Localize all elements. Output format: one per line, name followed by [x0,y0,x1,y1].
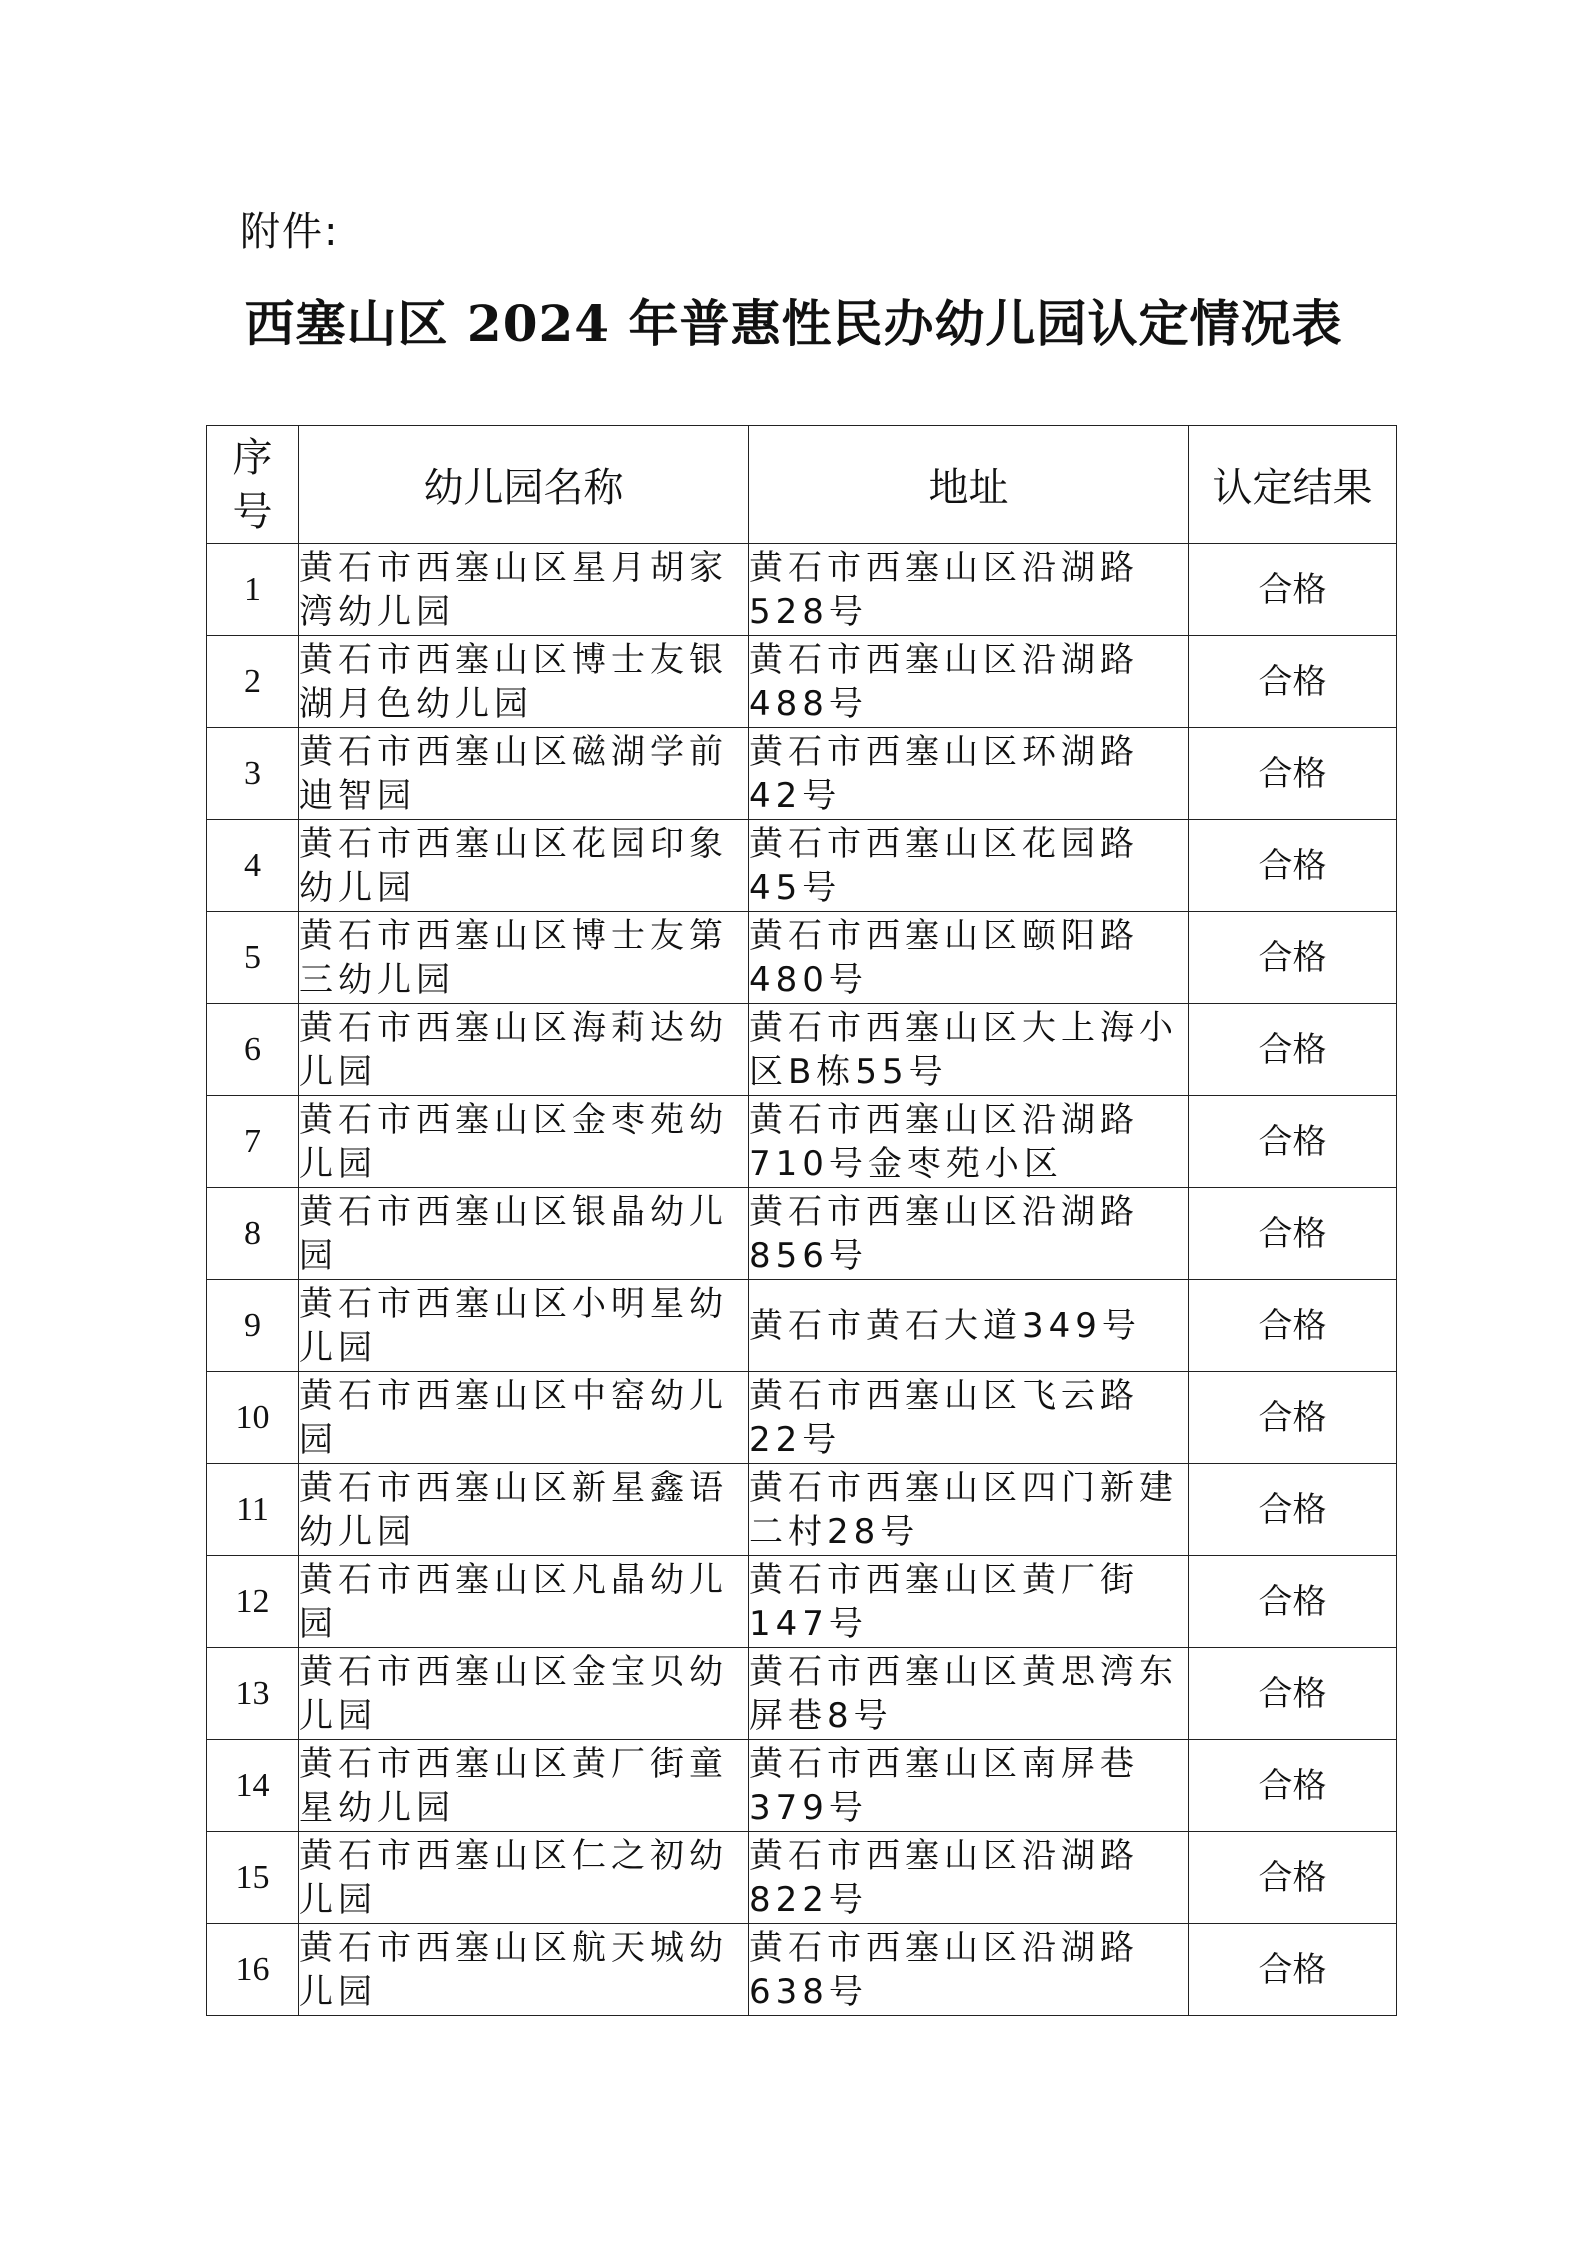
row-kindergarten-name: 黄石市西塞山区磁湖学前迪智园 [299,728,749,820]
row-result: 合格 [1189,1832,1397,1924]
attachment-label: 附件: [240,209,340,255]
row-address: 黄石市西塞山区四门新建二村28号 [749,1464,1189,1556]
row-kindergarten-name: 黄石市西塞山区仁之初幼儿园 [299,1832,749,1924]
row-result: 合格 [1189,1004,1397,1096]
row-address: 黄石市西塞山区沿湖路822号 [749,1832,1189,1924]
row-kindergarten-name: 黄石市西塞山区星月胡家湾幼儿园 [299,544,749,636]
table-row [207,544,1397,636]
row-seq: 9 [207,1280,299,1372]
table-body [207,544,1397,2016]
row-address: 黄石市西塞山区沿湖路710号金枣苑小区 [749,1096,1189,1188]
row-address: 黄石市西塞山区飞云路22号 [749,1372,1189,1464]
row-address: 黄石市西塞山区花园路45号 [749,820,1189,912]
row-seq: 5 [207,912,299,1004]
row-result: 合格 [1189,912,1397,1004]
row-kindergarten-name: 黄石市西塞山区新星鑫语幼儿园 [299,1464,749,1556]
table-row [207,1924,1397,2016]
row-kindergarten-name: 黄石市西塞山区金枣苑幼儿园 [299,1096,749,1188]
row-kindergarten-name: 黄石市西塞山区博士友银湖月色幼儿园 [299,636,749,728]
row-kindergarten-name: 黄石市西塞山区航天城幼儿园 [299,1924,749,2016]
table-row [207,912,1397,1004]
row-address: 黄石市西塞山区环湖路42号 [749,728,1189,820]
row-seq: 13 [207,1648,299,1740]
header-name: 幼儿园名称 [299,426,749,544]
row-seq: 3 [207,728,299,820]
row-seq: 7 [207,1096,299,1188]
row-address: 黄石市黄石大道349号 [749,1280,1189,1372]
row-seq: 2 [207,636,299,728]
row-result: 合格 [1189,544,1397,636]
row-result: 合格 [1189,1556,1397,1648]
row-address: 黄石市西塞山区大上海小区B栋55号 [749,1004,1189,1096]
page-title: 西塞山区 2024 年普惠性民办幼儿园认定情况表 [244,294,1343,353]
row-kindergarten-name: 黄石市西塞山区凡晶幼儿园 [299,1556,749,1648]
table-row [207,1464,1397,1556]
row-seq: 8 [207,1188,299,1280]
table-header-row [207,426,1397,544]
row-seq: 16 [207,1924,299,2016]
row-result: 合格 [1189,636,1397,728]
table-row [207,820,1397,912]
row-address: 黄石市西塞山区沿湖路488号 [749,636,1189,728]
row-result: 合格 [1189,1280,1397,1372]
row-seq: 1 [207,544,299,636]
table-row [207,1740,1397,1832]
row-result: 合格 [1189,1188,1397,1280]
row-result: 合格 [1189,1372,1397,1464]
row-address: 黄石市西塞山区沿湖路638号 [749,1924,1189,2016]
table-row [207,1280,1397,1372]
row-address: 黄石市西塞山区沿湖路528号 [749,544,1189,636]
row-kindergarten-name: 黄石市西塞山区博士友第三幼儿园 [299,912,749,1004]
row-address: 黄石市西塞山区沿湖路856号 [749,1188,1189,1280]
table-row [207,636,1397,728]
row-seq: 14 [207,1740,299,1832]
row-result: 合格 [1189,1464,1397,1556]
row-result: 合格 [1189,1924,1397,2016]
table-row [207,1004,1397,1096]
header-address: 地址 [749,426,1189,544]
certification-table [206,425,1397,2016]
row-seq: 10 [207,1372,299,1464]
row-seq: 4 [207,820,299,912]
row-kindergarten-name: 黄石市西塞山区花园印象幼儿园 [299,820,749,912]
row-kindergarten-name: 黄石市西塞山区金宝贝幼儿园 [299,1648,749,1740]
row-seq: 15 [207,1832,299,1924]
table-row [207,1188,1397,1280]
row-result: 合格 [1189,728,1397,820]
table-row [207,1096,1397,1188]
row-kindergarten-name: 黄石市西塞山区银晶幼儿园 [299,1188,749,1280]
header-seq: 序号 [207,426,299,544]
row-address: 黄石市西塞山区黄思湾东屏巷8号 [749,1648,1189,1740]
table-row [207,1372,1397,1464]
row-address: 黄石市西塞山区颐阳路480号 [749,912,1189,1004]
row-kindergarten-name: 黄石市西塞山区小明星幼儿园 [299,1280,749,1372]
row-seq: 11 [207,1464,299,1556]
row-kindergarten-name: 黄石市西塞山区中窑幼儿园 [299,1372,749,1464]
table-row [207,1648,1397,1740]
row-result: 合格 [1189,1740,1397,1832]
row-result: 合格 [1189,1648,1397,1740]
table-row [207,728,1397,820]
row-result: 合格 [1189,1096,1397,1188]
row-seq: 6 [207,1004,299,1096]
header-result: 认定结果 [1189,426,1397,544]
row-kindergarten-name: 黄石市西塞山区黄厂街童星幼儿园 [299,1740,749,1832]
row-seq: 12 [207,1556,299,1648]
table-row [207,1832,1397,1924]
row-result: 合格 [1189,820,1397,912]
row-address: 黄石市西塞山区黄厂街147号 [749,1556,1189,1648]
table-row [207,1556,1397,1648]
row-kindergarten-name: 黄石市西塞山区海莉达幼儿园 [299,1004,749,1096]
row-address: 黄石市西塞山区南屏巷379号 [749,1740,1189,1832]
